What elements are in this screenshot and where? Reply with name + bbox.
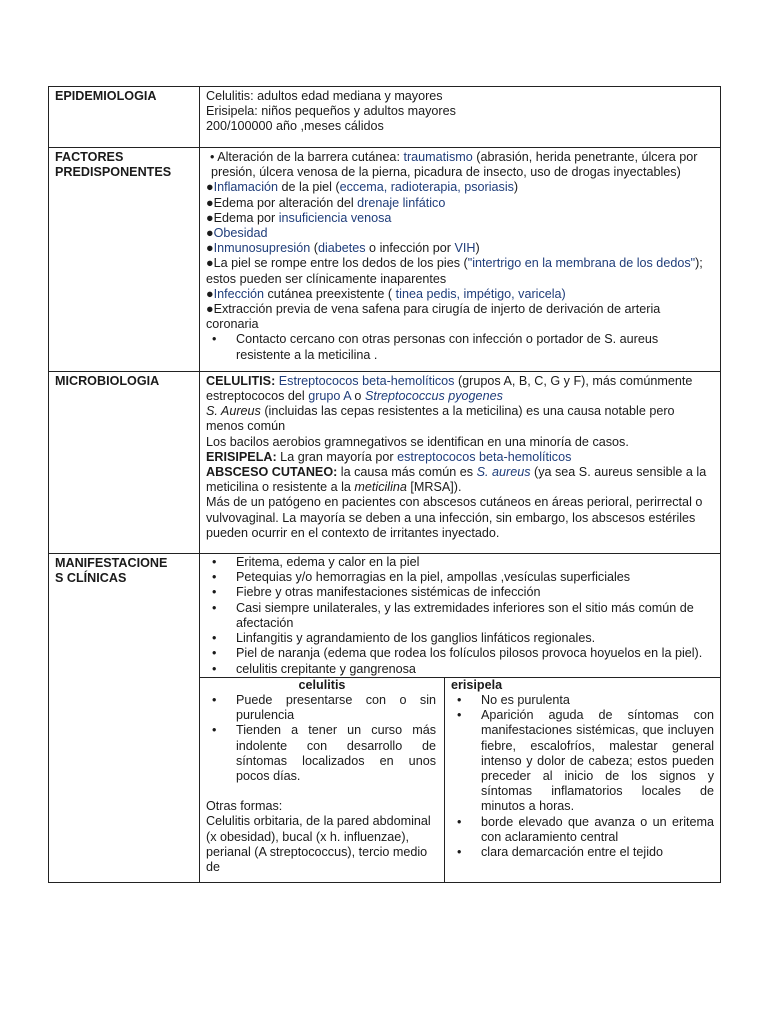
otras-formas-text: Celulitis orbitaria, de la pared abdominal (x obesidad), bucal (x h. influenzae), perianal (A streptococcus), tercio medio de [206, 814, 431, 874]
text: cutánea preexistente ( [264, 286, 396, 301]
text: o [350, 389, 365, 404]
text: la causa más común es [337, 465, 477, 480]
erisipela-item: • clara demarcación entre el tejido [451, 845, 714, 860]
text: VIH [454, 241, 476, 256]
factor-item: ●Inflamación de la piel (eccema, radioterapia, psoriasis) [206, 180, 519, 195]
text: La gran mayoría por [276, 449, 398, 464]
epi-line: Erisipela: niños pequeños y adultos mayores [206, 104, 456, 119]
micro-paragraph [206, 450, 714, 465]
factor-item: ●Extracción previa de vena safena para cirugía de injerto de derivación de arteria coronaria [206, 302, 661, 332]
label-line: FACTORES [55, 150, 124, 164]
text: (abrasión, herida penetrante, úlcera por presión, úlcera venosa de la pierna, picadura de insecto, uso de drogas inyectables) [211, 150, 698, 180]
erisipela-item: • Aparición aguda de síntomas con manifestaciones sistémicas, que incluyen fiebre, escalofríos, malestar general intenso y dolor de cabeza; estos pueden preceder al inicio de los signos y síntomas inflamatorios locales de minutos a horas. [451, 708, 714, 814]
text: ABSCESO CUTANEO: [206, 465, 338, 480]
text: ) [475, 241, 480, 256]
erisipela-title: erisipela [451, 677, 503, 692]
celulitis-list [206, 693, 436, 784]
text: CELULITIS: [206, 373, 279, 388]
manifest-item: • Eritema, edema y calor en la piel [206, 555, 714, 570]
text: ●Edema por [206, 210, 279, 225]
text: S. Aureus [206, 404, 261, 419]
label-manifestaciones [49, 554, 200, 883]
text: S. aureus [476, 465, 531, 480]
manifest-item: • Linfangitis y agrandamiento de los ganglios linfáticos regionales. [206, 631, 714, 646]
text: drenaje linfático [357, 195, 446, 210]
manifest-list [206, 555, 714, 677]
factor-bullet-list [206, 332, 714, 362]
label-epidemiologia: EPIDEMIOLOGIA [49, 87, 200, 148]
text: meticilina [354, 480, 407, 495]
text: Estreptococos beta-hemolíticos [278, 373, 455, 388]
manifest-item: • Casi siempre unilaterales, y las extremidades inferiores son el sitio más común de afectación [206, 601, 714, 631]
text: insuficiencia venosa [278, 210, 392, 225]
otras-formas-title: Otras formas: [206, 799, 283, 814]
micro-paragraph [206, 465, 714, 495]
micro-paragraph [206, 404, 714, 434]
factor-item: ●Obesidad [206, 226, 268, 241]
text: Streptococcus pyogenes [364, 389, 503, 404]
text: Obesidad [213, 226, 268, 241]
text: de la piel ( [278, 180, 340, 195]
text: (grupos A, B, C, G y F), más comúnmente estreptococos del [206, 373, 693, 404]
label-line: MANIFESTACIONE [55, 556, 168, 571]
label-factores [49, 148, 200, 372]
content-manifestaciones [200, 554, 721, 678]
text: o infección por [365, 241, 455, 256]
text: Infección [213, 286, 265, 301]
row-manifestaciones [49, 554, 721, 678]
content-microbiologia [200, 371, 721, 553]
micro-paragraph: Más de un patógeno en pacientes con abscesos cutáneos en áreas perioral, perirrectal o vulvovaginal. La mayoría se deben a una infección, sin embargo, los abscesos estériles pueden ocurrir en el contexto de irritantes inyectado. [206, 495, 703, 540]
clinical-table [48, 86, 721, 883]
factor-item: • Alteración de la barrera cutánea: traumatismo (abrasión, herida penetrante, úlcera por presión, úlcera venosa de la pierna, picadura de insecto, uso de drogas inyectables) [210, 150, 698, 180]
text: estreptococos beta-hemolíticos [397, 449, 572, 464]
text: diabetes [317, 241, 366, 256]
text: ERISIPELA: [206, 449, 277, 464]
text: eccema, radioterapia, psoriasis [339, 180, 514, 195]
text: (incluidas las cepas resistentes a la meticilina) es una causa notable pero menos común [206, 404, 675, 434]
text: "intertrigo en la membrana de los dedos" [467, 256, 696, 271]
factor-item [206, 256, 714, 286]
text: [MRSA]). [406, 480, 462, 495]
text: Alteración de la barrera cutánea: [217, 150, 404, 164]
text: ); estos pueden ser clínicamente inaparentes [206, 256, 703, 286]
manifest-item: • Piel de naranja (edema que rodea los folículos pilosos provoca hoyuelos en la piel). [206, 646, 714, 661]
factor-item: ●Inmunosupresión (diabetes o infección por VIH) [206, 241, 480, 256]
label-line: S CLÍNICAS [55, 571, 127, 586]
content-factores [200, 148, 721, 372]
micro-paragraph: Los bacilos aerobios gramnegativos se identifican en una minoría de casos. [206, 434, 629, 449]
text: tinea pedis, impétigo, varicela) [395, 286, 566, 301]
celulitis-item: • Tienden a tener un curso más indolente con desarrollo de síntomas localizados en unos pocos días. [206, 723, 436, 784]
text: ( [310, 241, 318, 256]
row-factores [49, 148, 721, 372]
erisipela-item: • borde elevado que avanza o un eritema con aclaramiento central [451, 815, 714, 845]
text: Inmunosupresión [213, 241, 311, 256]
factor-item: • Contacto cercano con otras personas con infección o portador de S. aureus resistente a la meticilina . [206, 332, 714, 362]
epi-line: 200/100000 año ,meses cálidos [206, 119, 384, 134]
text: Inflamación [213, 180, 279, 195]
row-epidemiologia [49, 87, 721, 148]
text: grupo A [308, 389, 351, 404]
celulitis-column [200, 678, 445, 882]
comparison-table [200, 678, 720, 882]
text: ) [513, 180, 519, 195]
label-line: PREDISPONENTES [55, 165, 172, 180]
comparison-cell [200, 677, 721, 882]
epi-line: Celulitis: adultos edad mediana y mayores [206, 89, 443, 103]
text: ●Edema por alteración del [206, 195, 358, 210]
manifest-item: • Fiebre y otras manifestaciones sistémicas de infección [206, 585, 714, 600]
celulitis-item: • Puede presentarse con o sin purulencia [206, 693, 436, 723]
erisipela-item: • No es purulenta [451, 693, 714, 708]
micro-paragraph [206, 374, 714, 404]
factor-item: ●Infección cutánea preexistente ( tinea pedis, impétigo, varicela) [206, 286, 566, 301]
text: (ya sea S. aureus sensible a la meticilina o resistente a la [206, 465, 707, 495]
erisipela-list [451, 693, 714, 860]
content-epidemiologia [200, 87, 721, 148]
text: traumatismo [403, 150, 473, 164]
erisipela-column [445, 678, 721, 882]
text: ●La piel se rompe entre los dedos de los pies ( [206, 256, 468, 271]
factor-item [206, 211, 714, 226]
row-microbiologia [49, 371, 721, 553]
manifest-item: • Petequias y/o hemorragias en la piel, ampollas ,vesículas superficiales [206, 570, 714, 585]
factor-item [206, 196, 714, 211]
celulitis-title: celulitis [298, 677, 346, 692]
label-microbiologia: MICROBIOLOGIA [49, 371, 200, 553]
manifest-item: • celulitis crepitante y gangrenosa [206, 662, 714, 677]
